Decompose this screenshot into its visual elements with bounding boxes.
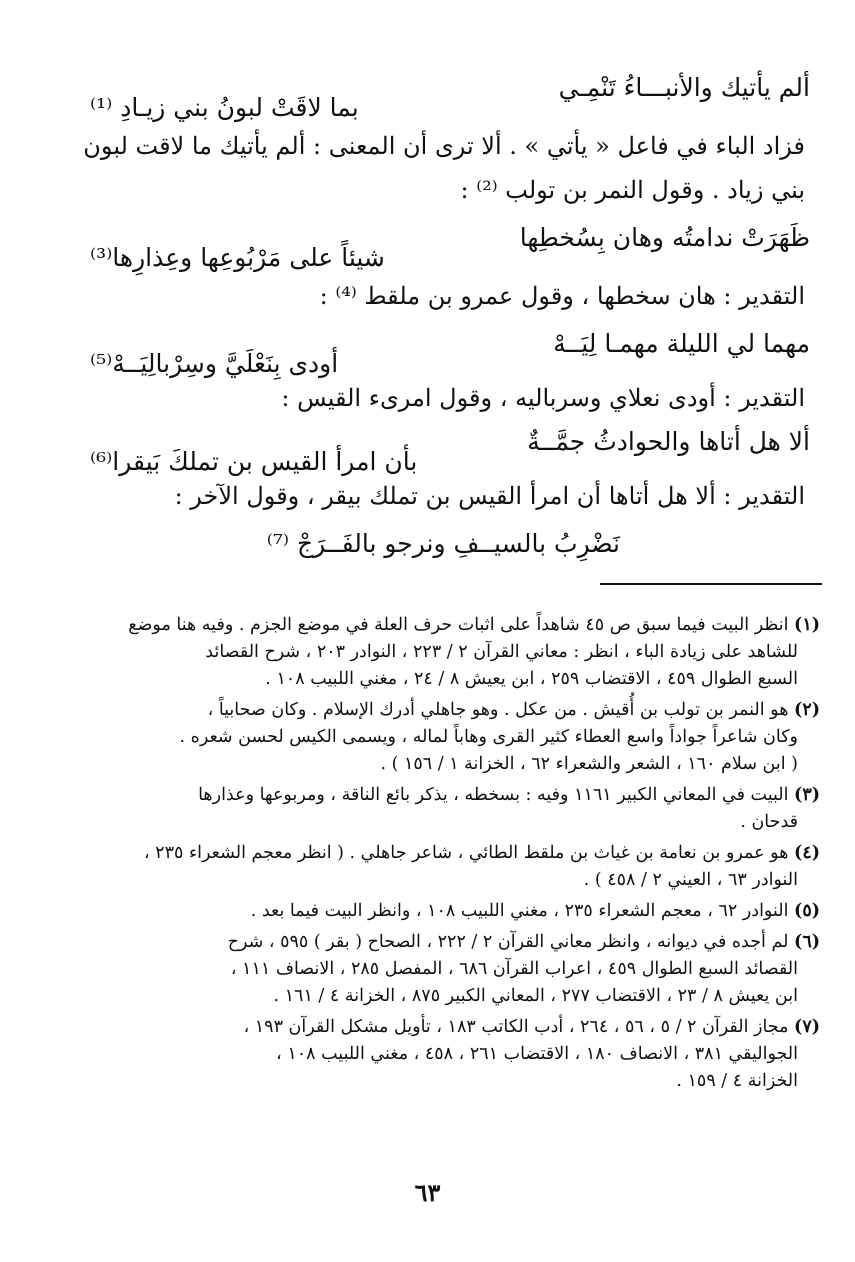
footnote-text: الجواليقي ٣٨١ ، الانصاف ١٨٠ ، الاقتضاب ٢٦١ ، ٤٥٨ ، مغني اللبيب ١٠٨ ، [276, 1044, 798, 1064]
footnote-text: انظر البيت فيما سبق ص ٤٥ شاهداً على اثبات حرف العلة في موضع الجزم . وفيه هنا موضع [128, 615, 789, 635]
footnote-text: النوادر ٦٣ ، العيني ٢ / ٤٥٨ ) . [583, 870, 798, 890]
footnote-text: لم أجده في ديوانه ، وانظر معاني القرآن ٢ / ٢٢٢ ، الصحاح ( بقر ) ٥٩٥ ، شرح [227, 932, 789, 952]
footnote-number: (٤) [794, 843, 820, 863]
verse-2-first-hemistich: ظَهَرَتْ ندامتُه وهان بِسُخطِها [519, 223, 810, 252]
footnote-7 [150, 1014, 820, 1095]
footnote-number: (٦) [794, 932, 820, 952]
footnote-text: البيت في المعاني الكبير ١١٦١ وفيه : بسخطه ، يذكر بائع الناقة ، ومربوعها وعذارها [198, 785, 789, 805]
footnote-text: مجاز القرآن ٢ / ٥ ، ٥٦ ، ٢٦٤ ، أدب الكاتب ١٨٣ ، تأويل مشكل القرآن ١٩٣ ، [243, 1017, 789, 1037]
verse-4-second-hemistich: بأن امرأ القيس بن تملكَ بَيقرا⁽⁶⁾ [90, 447, 418, 476]
footnote-2 [150, 697, 820, 778]
prose-line-1: فزاد الباء في فاعل « يأتي » . ألا ترى أن المعنى : ألم يأتيك ما لاقت لبون [83, 132, 805, 160]
verse-4-first-hemistich: ألا هل أتاها والحوادثُ جمَّــةٌ [527, 427, 810, 456]
footnote-number: (٢) [794, 700, 820, 720]
prose-line-5: التقدير : ألا هل أتاها أن امرأ القيس بن تملك بيقر ، وقول الآخر : [174, 482, 805, 510]
verse-1-second-hemistich: بما لاقَتْ لبونُ بني زيـادِ ⁽¹⁾ [90, 93, 359, 122]
verse-2-second-hemistich: شيئاً على مَرْبُوعِها وعِذارِها⁽³⁾ [90, 243, 385, 272]
prose-line-2: بني زياد . وقول النمر بن تولب ⁽²⁾ : [460, 176, 805, 204]
footnote-text: هو النمر بن تولب بن أُقيش . من عكل . وهو جاهلي أدرك الإسلام . وكان صحابياً ، [207, 700, 789, 720]
prose-line-4: التقدير : أودى نعلاي وسرباليه ، وقول امرىء القيس : [281, 384, 805, 412]
verse-1-first-hemistich: ألم يأتيك والأنبـــاءُ تَنْمِـي [558, 73, 810, 102]
page-number: ٦٣ [414, 1178, 441, 1207]
prose-line-3: التقدير : هان سخطها ، وقول عمرو بن ملقط ⁽⁴⁾ : [319, 282, 805, 310]
footnote-text: للشاهد على زيادة الباء ، انظر : معاني القرآن ٢ / ٢٢٣ ، النوادر ٢٠٣ ، شرح القصائد [205, 642, 798, 662]
footnote-text: ( ابن سلام ١٦٠ ، الشعر والشعراء ٦٢ ، الخزانة ١ / ١٥٦ ) . [380, 754, 798, 774]
footnote-1 [128, 612, 820, 693]
footnote-number: (٣) [794, 785, 820, 805]
footnote-text: ابن يعيش ٨ / ٢٣ ، الاقتضاب ٢٧٧ ، المعاني الكبير ٨٧٥ ، الخزانة ٤ / ١٦١ . [273, 986, 798, 1006]
footnote-text: هو عمرو بن نعامة بن غياث بن ملقط الطائي ، شاعر جاهلي . ( انظر معجم الشعراء ٢٣٥ ، [143, 843, 789, 863]
footnote-separator [600, 583, 822, 585]
footnote-text: القصائد السبع الطوال ٤٥٩ ، اعراب القرآن ٦٨٦ ، المفصل ٢٨٥ ، الانصاف ١١١ ، [230, 959, 798, 979]
footnote-text: وكان شاعراً جواداً واسع العطاء كثير القرى وهاباً لماله ، ويسمى الكيس لحسن شعره . [179, 727, 798, 747]
footnote-text: الخزانة ٤ / ١٥٩ . [676, 1071, 798, 1091]
verse-5-hemistich: نَضْرِبُ بالسيــفِ ونرجو بالفَــرَجْ ⁽⁷⁾ [266, 529, 620, 558]
footnote-4 [143, 840, 820, 894]
footnote-5 [150, 898, 820, 925]
verse-3-second-hemistich: أودى بِنَعْلَيَّ وسِرْبالِيَــهْ⁽⁵⁾ [90, 349, 339, 378]
footnote-number: (٥) [794, 901, 820, 921]
footnotes [128, 612, 820, 1099]
verse-3-first-hemistich: مهما لي الليلة مهمـا لِيَــهْ [553, 329, 810, 358]
footnote-6 [150, 929, 820, 1010]
footnote-number: (٧) [794, 1017, 820, 1037]
footnote-number: (١) [794, 615, 820, 635]
footnote-3 [150, 782, 820, 836]
footnote-text: النوادر ٦٢ ، معجم الشعراء ٢٣٥ ، مغني اللبيب ١٠٨ ، وانظر البيت فيما بعد . [250, 901, 789, 921]
footnote-text: السبع الطوال ٤٥٩ ، الاقتضاب ٢٥٩ ، ابن يعيش ٨ / ٢٤ ، مغني اللبيب ١٠٨ . [265, 669, 798, 689]
footnote-text: قدحان . [740, 812, 798, 832]
